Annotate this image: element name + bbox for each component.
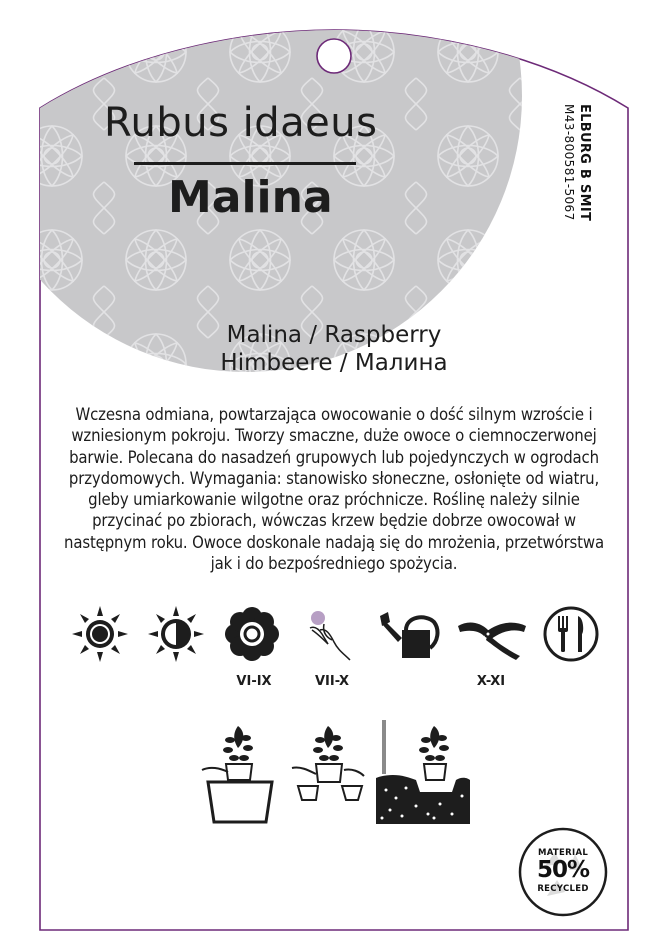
latin-name: Rubus idaeus — [104, 100, 378, 146]
pruning-caption: X-XI — [476, 674, 506, 689]
hang-hole — [317, 39, 351, 73]
flowering-caption: VI-IX — [236, 674, 272, 689]
description: Wczesna odmiana, powtarzająca owocowanie o dość silnym wzroście i wzniesionym pokroju. Tworzy smaczne, duże owoce o ciemnoczerwonej barwie. Polecana do nasadzeń grupowych lub pojedynczych w ogrodach przydomowych. Wymagania: stanowisko słoneczne, osłonięte od wiatru, gleby umiarkowanie wilgotne oraz próchnicze. Roślinę należy silnie przycinać po zbiorach, wówczas krzew będzie dobrze owocował w następnym roku. Owoce doskonale nadają się do mrożenia, przetwórstwa jak i do bezpośredniego spożycia. — [64, 405, 604, 574]
badge-percent: 50% — [536, 857, 590, 883]
brand-name: ELBURG B SMIT — [577, 104, 592, 222]
names-line-1: Malina / Raspberry — [226, 322, 442, 348]
plant-in-soil-icon — [372, 718, 470, 828]
full-sun-icon — [70, 604, 130, 664]
names-line-2: Himbeere / Малина — [220, 350, 448, 376]
remove-pot-icon — [288, 718, 368, 828]
watering-can-icon — [380, 606, 446, 666]
common-name: Malina — [168, 172, 333, 223]
product-code: M43-800581-5067 — [562, 104, 576, 221]
flowering-icon — [222, 604, 282, 664]
harvest-caption: VII-X — [314, 674, 350, 689]
pruning-shears-icon — [458, 612, 528, 672]
brand-block — [538, 104, 598, 244]
recycled-badge — [517, 826, 609, 918]
badge-line-3: RECYCLED — [537, 884, 589, 894]
half-shade-icon — [146, 604, 206, 664]
title-divider — [134, 162, 356, 165]
badge-line-1: MATERIAL — [537, 848, 589, 858]
edible-icon — [542, 604, 602, 664]
soak-pot-icon — [200, 718, 280, 828]
harvest-icon — [298, 604, 358, 664]
